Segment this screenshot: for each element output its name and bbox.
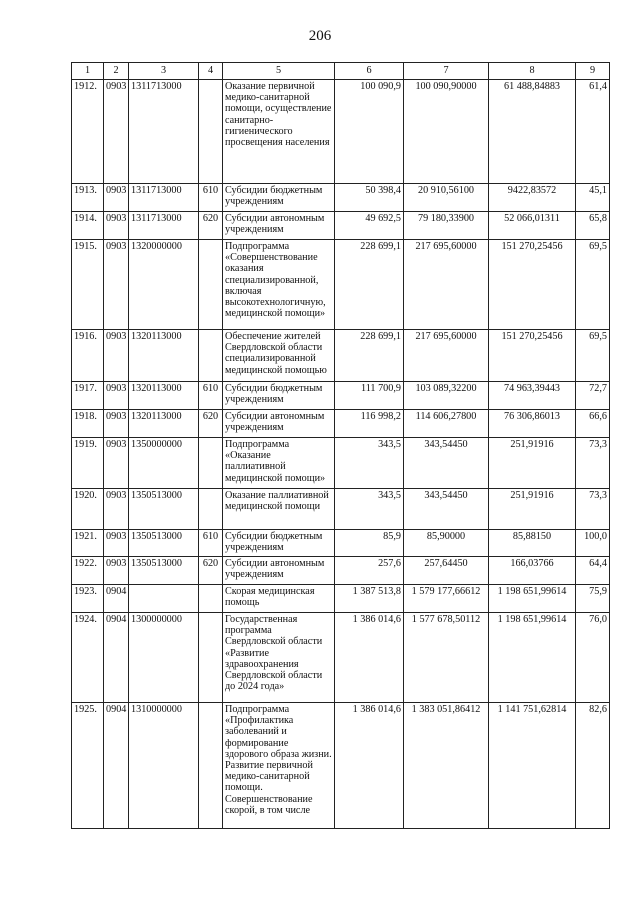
expense-type-code: 620 [199, 212, 223, 240]
approved-amount: 1 386 014,6 [335, 703, 404, 829]
section-code: 0904 [104, 585, 129, 613]
target-article-code: 1350513000 [129, 489, 199, 530]
executed-amount: 9422,83572 [489, 184, 576, 212]
adjusted-amount: 114 606,27800 [404, 410, 489, 438]
item-name: Подпрограмма «Оказание паллиативной медицинской помощи» [223, 438, 335, 489]
approved-amount: 343,5 [335, 489, 404, 530]
section-code: 0903 [104, 80, 129, 184]
target-article-code: 1320113000 [129, 382, 199, 410]
table-row [72, 530, 610, 557]
row-number: 1913. [72, 184, 104, 212]
expense-type-code [199, 703, 223, 829]
executed-amount: 1 198 651,99614 [489, 585, 576, 613]
target-article-code: 1350513000 [129, 557, 199, 585]
executed-amount: 151 270,25456 [489, 240, 576, 330]
table-row [72, 410, 610, 438]
execution-percent: 64,4 [576, 557, 610, 585]
target-article-code: 1320113000 [129, 330, 199, 382]
target-article-code: 1310000000 [129, 703, 199, 829]
adjusted-amount: 257,64450 [404, 557, 489, 585]
approved-amount: 49 692,5 [335, 212, 404, 240]
expense-type-code: 620 [199, 410, 223, 438]
execution-percent: 69,5 [576, 330, 610, 382]
adjusted-amount: 79 180,33900 [404, 212, 489, 240]
executed-amount: 85,88150 [489, 530, 576, 557]
row-number: 1914. [72, 212, 104, 240]
approved-amount: 257,6 [335, 557, 404, 585]
item-name: Субсидии бюджетным учреждениям [223, 382, 335, 410]
execution-percent: 75,9 [576, 585, 610, 613]
item-name: Обеспечение жителей Свердловской области специализированной медицинской помощью [223, 330, 335, 382]
approved-amount: 1 386 014,6 [335, 613, 404, 703]
approved-amount: 100 090,9 [335, 80, 404, 184]
section-code: 0903 [104, 240, 129, 330]
executed-amount: 76 306,86013 [489, 410, 576, 438]
executed-amount: 151 270,25456 [489, 330, 576, 382]
approved-amount: 111 700,9 [335, 382, 404, 410]
row-number: 1923. [72, 585, 104, 613]
target-article-code: 1350000000 [129, 438, 199, 489]
execution-percent: 72,7 [576, 382, 610, 410]
budget-table [71, 62, 610, 829]
section-code: 0903 [104, 557, 129, 585]
item-name: Субсидии бюджетным учреждениям [223, 184, 335, 212]
header-row [72, 63, 610, 80]
row-number: 1918. [72, 410, 104, 438]
section-code: 0903 [104, 530, 129, 557]
table-row [72, 703, 610, 829]
approved-amount: 228 699,1 [335, 330, 404, 382]
section-code: 0903 [104, 212, 129, 240]
execution-percent: 73,3 [576, 438, 610, 489]
item-name: Подпрограмма «Профилактика заболеваний и формирование здорового образа жизни. Развитие первичной медико-санитарной помощи. Совершенствование скорой, в том числе [223, 703, 335, 829]
table-row [72, 489, 610, 530]
row-number: 1921. [72, 530, 104, 557]
row-number: 1912. [72, 80, 104, 184]
expense-type-code [199, 489, 223, 530]
section-code: 0904 [104, 613, 129, 703]
column-header: 1 [72, 63, 104, 80]
expense-type-code: 610 [199, 530, 223, 557]
column-header: 3 [129, 63, 199, 80]
table-row [72, 184, 610, 212]
table-row [72, 382, 610, 410]
execution-percent: 82,6 [576, 703, 610, 829]
column-header: 7 [404, 63, 489, 80]
approved-amount: 50 398,4 [335, 184, 404, 212]
execution-percent: 45,1 [576, 184, 610, 212]
approved-amount: 1 387 513,8 [335, 585, 404, 613]
row-number: 1920. [72, 489, 104, 530]
column-header: 5 [223, 63, 335, 80]
item-name: Государственная программа Свердловской области «Развитие здравоохранения Свердловской области до 2024 года» [223, 613, 335, 703]
adjusted-amount: 343,54450 [404, 438, 489, 489]
adjusted-amount: 343,54450 [404, 489, 489, 530]
expense-type-code: 610 [199, 382, 223, 410]
section-code: 0903 [104, 382, 129, 410]
expense-type-code [199, 585, 223, 613]
table-row [72, 613, 610, 703]
item-name: Скорая медицинская помощь [223, 585, 335, 613]
page-number: 206 [308, 28, 332, 44]
column-header: 2 [104, 63, 129, 80]
target-article-code: 1350513000 [129, 530, 199, 557]
execution-percent: 61,4 [576, 80, 610, 184]
target-article-code: 1320000000 [129, 240, 199, 330]
expense-type-code [199, 80, 223, 184]
executed-amount: 1 141 751,62814 [489, 703, 576, 829]
execution-percent: 73,3 [576, 489, 610, 530]
section-code: 0904 [104, 703, 129, 829]
row-number: 1924. [72, 613, 104, 703]
executed-amount: 74 963,39443 [489, 382, 576, 410]
execution-percent: 100,0 [576, 530, 610, 557]
table-row [72, 585, 610, 613]
table-body [72, 80, 610, 829]
executed-amount: 251,91916 [489, 438, 576, 489]
target-article-code: 1300000000 [129, 613, 199, 703]
section-code: 0903 [104, 489, 129, 530]
execution-percent: 76,0 [576, 613, 610, 703]
adjusted-amount: 217 695,60000 [404, 240, 489, 330]
row-number: 1916. [72, 330, 104, 382]
executed-amount: 166,03766 [489, 557, 576, 585]
adjusted-amount: 85,90000 [404, 530, 489, 557]
item-name: Субсидии автономным учреждениям [223, 212, 335, 240]
row-number: 1925. [72, 703, 104, 829]
approved-amount: 343,5 [335, 438, 404, 489]
section-code: 0903 [104, 410, 129, 438]
item-name: Оказание паллиативной медицинской помощи [223, 489, 335, 530]
executed-amount: 251,91916 [489, 489, 576, 530]
expense-type-code: 620 [199, 557, 223, 585]
table-row [72, 438, 610, 489]
adjusted-amount: 100 090,90000 [404, 80, 489, 184]
executed-amount: 61 488,84883 [489, 80, 576, 184]
target-article-code: 1311713000 [129, 80, 199, 184]
approved-amount: 228 699,1 [335, 240, 404, 330]
adjusted-amount: 103 089,32200 [404, 382, 489, 410]
column-header: 9 [576, 63, 610, 80]
adjusted-amount: 1 579 177,66612 [404, 585, 489, 613]
execution-percent: 66,6 [576, 410, 610, 438]
expense-type-code [199, 438, 223, 489]
adjusted-amount: 1 383 051,86412 [404, 703, 489, 829]
target-article-code: 1320113000 [129, 410, 199, 438]
item-name: Субсидии бюджетным учреждениям [223, 530, 335, 557]
expense-type-code [199, 330, 223, 382]
row-number: 1917. [72, 382, 104, 410]
expense-type-code [199, 613, 223, 703]
column-header: 6 [335, 63, 404, 80]
target-article-code [129, 585, 199, 613]
executed-amount: 1 198 651,99614 [489, 613, 576, 703]
adjusted-amount: 217 695,60000 [404, 330, 489, 382]
table-row [72, 557, 610, 585]
section-code: 0903 [104, 438, 129, 489]
approved-amount: 116 998,2 [335, 410, 404, 438]
execution-percent: 69,5 [576, 240, 610, 330]
item-name: Оказание первичной медико-санитарной помощи, осуществление санитарно-гигиенического просвещения населения [223, 80, 335, 184]
table-row [72, 212, 610, 240]
adjusted-amount: 1 577 678,50112 [404, 613, 489, 703]
row-number: 1915. [72, 240, 104, 330]
adjusted-amount: 20 910,56100 [404, 184, 489, 212]
column-header: 4 [199, 63, 223, 80]
execution-percent: 65,8 [576, 212, 610, 240]
section-code: 0903 [104, 184, 129, 212]
target-article-code: 1311713000 [129, 212, 199, 240]
column-header: 8 [489, 63, 576, 80]
item-name: Подпрограмма «Совершенствование оказания специализированной, включая высокотехнологичную, медицинской помощи» [223, 240, 335, 330]
item-name: Субсидии автономным учреждениям [223, 557, 335, 585]
table-row [72, 330, 610, 382]
approved-amount: 85,9 [335, 530, 404, 557]
executed-amount: 52 066,01311 [489, 212, 576, 240]
row-number: 1922. [72, 557, 104, 585]
table-row [72, 240, 610, 330]
row-number: 1919. [72, 438, 104, 489]
section-code: 0903 [104, 330, 129, 382]
table-row [72, 80, 610, 184]
item-name: Субсидии автономным учреждениям [223, 410, 335, 438]
expense-type-code: 610 [199, 184, 223, 212]
target-article-code: 1311713000 [129, 184, 199, 212]
expense-type-code [199, 240, 223, 330]
